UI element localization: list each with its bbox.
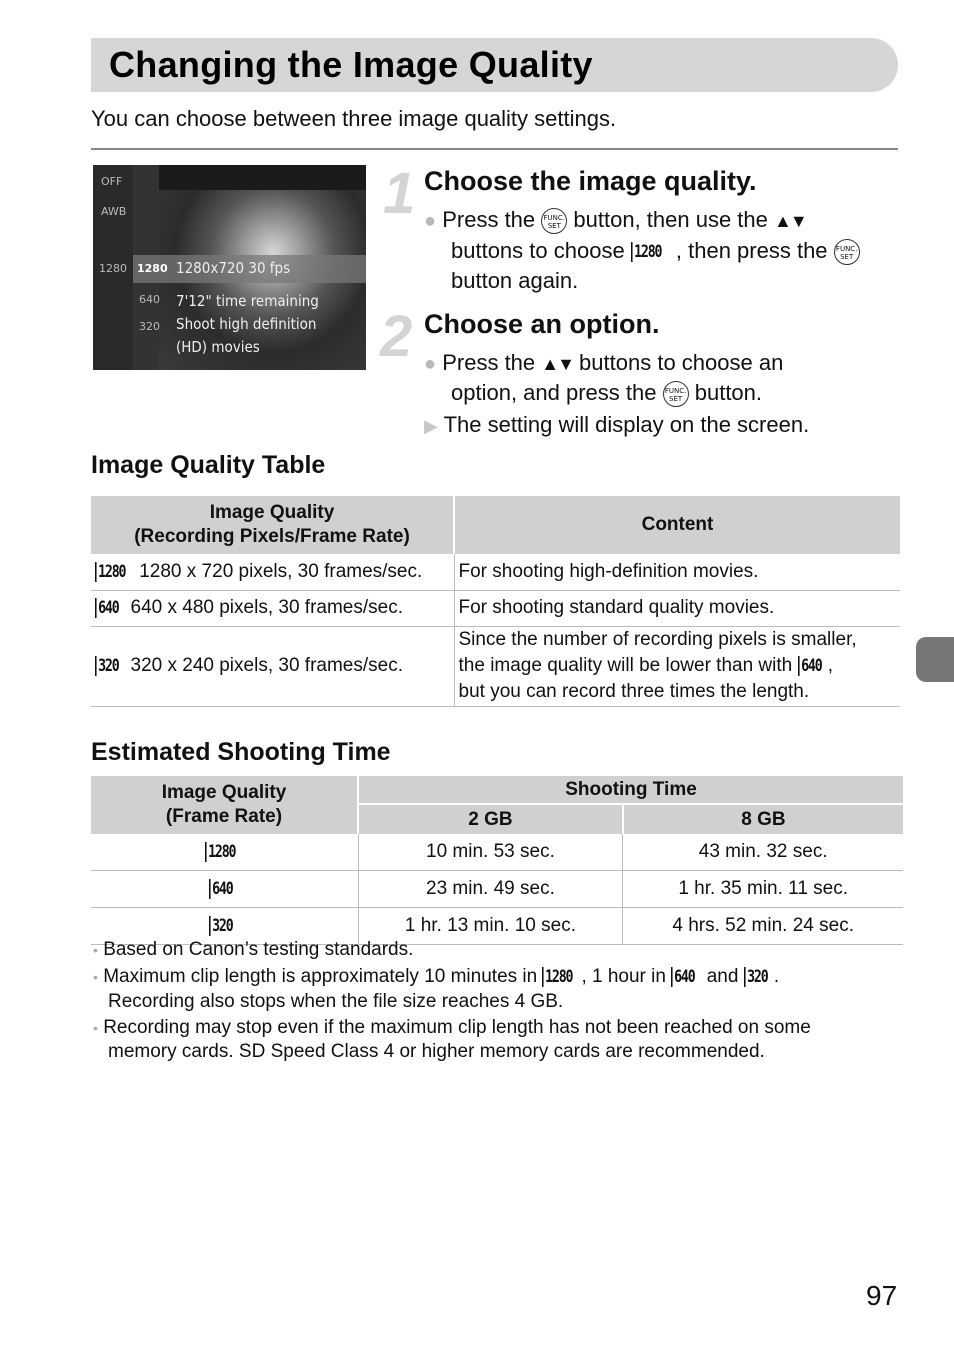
up-down-arrows-icon: ▲▼ bbox=[774, 211, 806, 231]
step2-result-text: The setting will display on the screen. bbox=[443, 412, 810, 437]
note-2-cont: Recording also stops when the file size reaches 4 GB. bbox=[108, 991, 564, 1012]
note-3-cont: memory cards. SD Speed Class 4 or higher memory cards are recommended. bbox=[108, 1041, 765, 1062]
quality-1280-icon: 1280 bbox=[542, 967, 572, 987]
step2-text-2b: button. bbox=[694, 380, 763, 405]
table2-col-quality: Image Quality (Frame Rate) bbox=[91, 776, 358, 834]
step1-text-1b: button, then use the bbox=[573, 207, 768, 232]
note-3: • Recording may stop even if the maximum clip length has not been reached on some bbox=[93, 1017, 811, 1038]
screen-desc-2: (HD) movies bbox=[176, 338, 260, 356]
image-quality-table bbox=[91, 496, 900, 707]
func-set-icon: FUNC. SET bbox=[834, 239, 860, 265]
step1-text-2a: buttons to choose bbox=[451, 238, 625, 263]
result-arrow-icon: ▶ bbox=[424, 416, 438, 436]
step1-line3: button again. bbox=[451, 268, 579, 293]
quality-1280-icon: 1280 bbox=[205, 842, 235, 862]
step2-result bbox=[424, 410, 809, 441]
func-set-icon: FUNC. SET bbox=[541, 208, 567, 234]
table2-heading: Estimated Shooting Time bbox=[91, 738, 391, 766]
step1-text-2b: , then press the bbox=[675, 238, 828, 263]
table-row bbox=[91, 626, 900, 706]
note-bullet: • bbox=[93, 942, 98, 958]
flash-off-icon: OFF bbox=[101, 175, 123, 188]
quality-640-icon: 640 bbox=[139, 293, 160, 306]
time-2gb-cell: 23 min. 49 sec. bbox=[358, 871, 623, 908]
quality-320-icon: 320 bbox=[95, 656, 119, 676]
time-2gb-cell: 10 min. 53 sec. bbox=[358, 834, 623, 871]
shooting-time-table bbox=[91, 776, 903, 945]
table-row bbox=[91, 871, 903, 908]
quality-320-icon: 320 bbox=[139, 320, 160, 333]
note-bullet: • bbox=[93, 969, 98, 985]
chapter-tab bbox=[916, 637, 954, 682]
table-row bbox=[91, 590, 900, 626]
quality-1280-icon: 1280 bbox=[95, 562, 125, 582]
bullet-dot: ● bbox=[424, 353, 437, 375]
table2-col-2gb: 2 GB bbox=[358, 804, 623, 834]
quality-640-icon: 640 bbox=[671, 967, 695, 987]
table-row bbox=[91, 834, 903, 871]
table2-col-8gb: 8 GB bbox=[623, 804, 903, 834]
note-bullet: • bbox=[93, 1020, 98, 1036]
table-row bbox=[91, 554, 900, 590]
step-number-2: 2 bbox=[380, 304, 413, 369]
quality-1280-icon: 1280 bbox=[631, 242, 661, 262]
divider bbox=[91, 148, 898, 150]
time-8gb-cell: 4 hrs. 52 min. 24 sec. bbox=[623, 908, 903, 945]
step1-line2 bbox=[451, 236, 911, 266]
note-2: • Maximum clip length is approximately 10 minutes in 1280 , 1 hour in 640 and 320 . bbox=[93, 966, 780, 987]
time-8gb-cell: 1 hr. 35 min. 11 sec. bbox=[623, 871, 903, 908]
note-1: • Based on Canon’s testing standards. bbox=[93, 939, 414, 960]
step1-line1 bbox=[424, 205, 904, 236]
screen-desc-1: Shoot high definition bbox=[176, 315, 317, 333]
quality-1280-icon: 1280 bbox=[99, 262, 127, 275]
quality-640-icon: 640 bbox=[798, 656, 822, 676]
step2-text-2a: option, and press the bbox=[451, 380, 657, 405]
content-cell: For shooting standard quality movies. bbox=[454, 590, 900, 626]
page-title: Changing the Image Quality bbox=[109, 44, 593, 85]
func-set-icon: FUNC. SET bbox=[663, 381, 689, 407]
time-2gb-cell: 1 hr. 13 min. 10 sec. bbox=[358, 908, 623, 945]
content-cell: Since the number of recording pixels is smaller, the image quality will be lower than with 640 , but you can record three times the length. bbox=[454, 626, 900, 706]
quality-320-icon: 320 bbox=[209, 916, 233, 936]
screen-remaining: 7'12" time remaining bbox=[176, 292, 319, 310]
table1-col-content: Content bbox=[454, 496, 900, 554]
step-number-1: 1 bbox=[383, 161, 416, 226]
step2-heading: Choose an option. bbox=[424, 309, 660, 339]
quality-cell: 640 640 x 480 pixels, 30 frames/sec. bbox=[91, 590, 454, 626]
up-down-arrows-icon: ▲▼ bbox=[541, 354, 573, 374]
step1-heading: Choose the image quality. bbox=[424, 166, 757, 196]
quality-1280-selected-icon: 1280 bbox=[137, 262, 168, 275]
content-cell: For shooting high-definition movies. bbox=[454, 554, 900, 590]
quality-320-icon: 320 bbox=[744, 967, 768, 987]
bullet-dot: ● bbox=[424, 210, 437, 232]
page-number: 97 bbox=[866, 1280, 898, 1311]
table1-col-quality: Image Quality (Recording Pixels/Frame Rate) bbox=[91, 496, 454, 554]
quality-640-icon: 640 bbox=[95, 598, 119, 618]
quality-cell bbox=[91, 834, 358, 871]
camera-screen-image bbox=[93, 165, 366, 370]
step2-text-1a: Press the bbox=[442, 350, 536, 375]
wb-icon: AWB bbox=[101, 205, 127, 218]
quality-640-icon: 640 bbox=[209, 879, 233, 899]
time-8gb-cell: 43 min. 32 sec. bbox=[623, 834, 903, 871]
step1-text-1a: Press the bbox=[442, 207, 536, 232]
step2-line1 bbox=[424, 348, 904, 379]
quality-cell: 320 320 x 240 pixels, 30 frames/sec. bbox=[91, 626, 454, 706]
intro-text: You can choose between three image quality settings. bbox=[91, 106, 617, 131]
quality-cell: 1280 1280 x 720 pixels, 30 frames/sec. bbox=[91, 554, 454, 590]
step2-text-1b: buttons to choose an bbox=[579, 350, 784, 375]
table1-heading: Image Quality Table bbox=[91, 451, 326, 479]
screen-resolution: 1280x720 30 fps bbox=[176, 259, 291, 277]
quality-cell bbox=[91, 871, 358, 908]
table2-col-shooting-time: Shooting Time bbox=[358, 776, 903, 804]
step2-line2 bbox=[451, 378, 762, 408]
